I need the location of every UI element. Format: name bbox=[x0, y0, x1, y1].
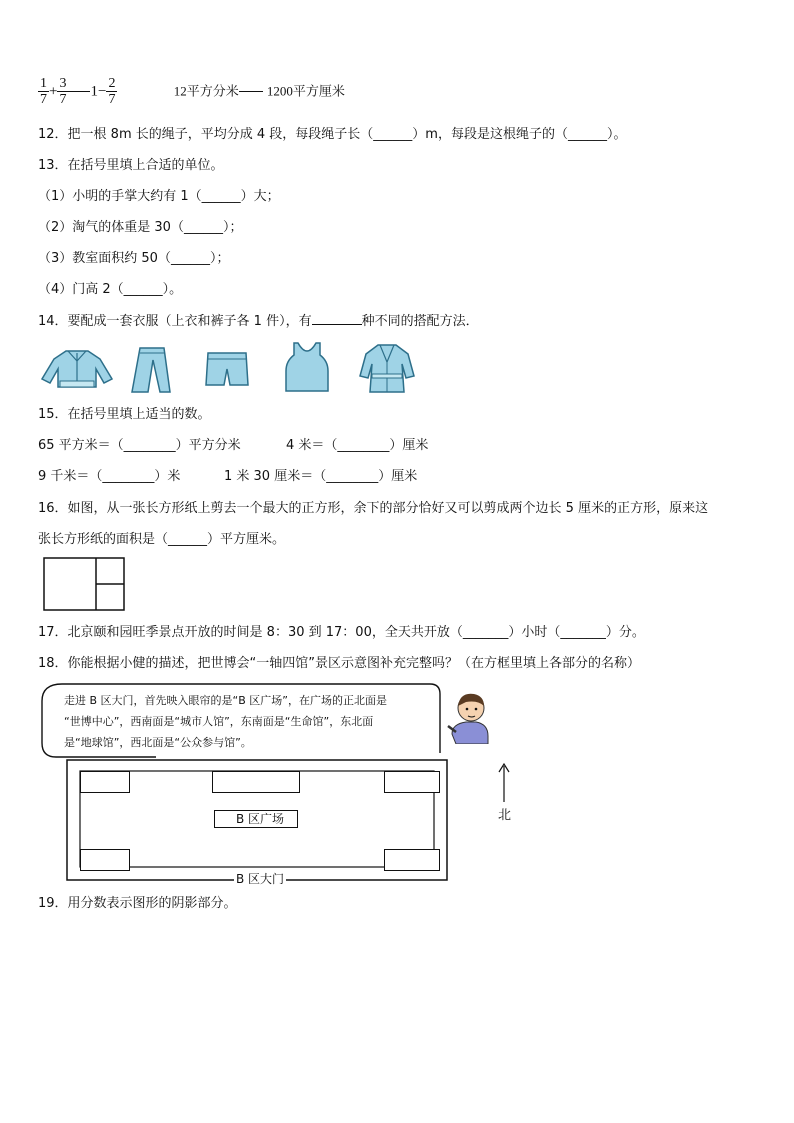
jacket-icon bbox=[38, 347, 116, 391]
north-arrow-icon bbox=[494, 762, 514, 804]
tank-top-icon bbox=[284, 341, 330, 393]
compare-blank-2[interactable] bbox=[239, 91, 263, 92]
question-15-row2-a: 9 千米＝（________）米 bbox=[38, 469, 181, 484]
q11-line bbox=[38, 76, 345, 107]
north-box[interactable] bbox=[212, 771, 300, 793]
rectangle-diagram bbox=[42, 556, 128, 614]
shorts-icon bbox=[204, 351, 250, 389]
plaza-label: B 区广场 bbox=[236, 812, 285, 826]
question-15-row1-b: 4 米＝（________）厘米 bbox=[286, 438, 429, 453]
question-13-item-2: （2）淘气的体重是 30（______）； bbox=[38, 220, 243, 235]
question-16-line2: 张长方形纸的面积是（______）平方厘米。 bbox=[38, 532, 286, 547]
coat-icon bbox=[358, 342, 416, 394]
question-14: 14．要配成一套衣服（上衣和裤子各 1 件），有 种不同的搭配方法． bbox=[38, 314, 479, 329]
question-16-line1: 16．如图，从一张长方形纸上剪去一个最大的正方形，余下的部分恰好又可以剪成两个边长 5 厘米的正方形，原来这 bbox=[38, 501, 709, 516]
area-left: 12平方分米 bbox=[173, 83, 239, 99]
compare-blank-1[interactable] bbox=[68, 91, 90, 92]
southeast-box[interactable] bbox=[384, 849, 440, 871]
speech-line-2: “世博中心”，西南面是“城市人馆”，东南面是“生命馆”，东北面 bbox=[64, 715, 374, 728]
question-13-item-4: （4）门高 2（______）。 bbox=[38, 282, 183, 297]
fraction-3-7: $\frac{3}{7}$ bbox=[59, 76, 67, 107]
area-right: 1200平方厘米 bbox=[266, 83, 345, 99]
question-15-row2-b: 1 米 30 厘米＝（________）厘米 bbox=[224, 469, 418, 484]
northeast-box[interactable] bbox=[384, 771, 440, 793]
question-13-item-3: （3）教室面积约 50（______）； bbox=[38, 251, 230, 266]
jeans-icon bbox=[126, 346, 176, 394]
question-19: 19．用分数表示图形的阴影部分。 bbox=[38, 896, 237, 911]
one-minus: 1− bbox=[90, 83, 107, 100]
question-15-row1-a: 65 平方米＝（________）平方分米 bbox=[38, 438, 241, 453]
fraction-1-7: $\frac{1}{7}$ bbox=[40, 76, 47, 107]
question-13-title: 13．在括号里填上合适的单位。 bbox=[38, 158, 224, 173]
speech-line-3: 是“地球馆”，西北面是“公众参与馆”。 bbox=[64, 736, 252, 749]
question-12: 12．把一根 8m 长的绳子，平均分成 4 段，每段绳子长（______）m，每段是这根绳子的（______）。 bbox=[38, 127, 627, 142]
speech-line-1: 走进 B 区大门，首先映入眼帘的是“B 区广场”，在广场的正北面是 bbox=[64, 694, 387, 707]
question-17: 17．北京颐和园旺季景点开放的时间是 8：30 到 17：00，全天共开放（_______）小时（_______）分。 bbox=[38, 625, 645, 640]
plus-sign: + bbox=[49, 83, 58, 100]
question-15-title: 15．在括号里填上适当的数。 bbox=[38, 407, 211, 422]
question-13-item-1: （1）小明的手掌大约有 1（______）大； bbox=[38, 189, 280, 204]
north-label: 北 bbox=[498, 808, 512, 823]
southwest-box[interactable] bbox=[80, 849, 130, 871]
q14-answer-blank[interactable] bbox=[312, 324, 362, 325]
boy-avatar bbox=[446, 688, 492, 744]
question-18-title: 18．你能根据小健的描述，把世博会“一轴四馆”景区示意图补充完整吗？（在方框里填上各部分的名称） bbox=[38, 656, 641, 671]
fraction-2-7: $\frac{2}{7}$ bbox=[108, 76, 116, 107]
gate-label: B 区大门 bbox=[236, 872, 285, 886]
northwest-box[interactable] bbox=[80, 771, 130, 793]
